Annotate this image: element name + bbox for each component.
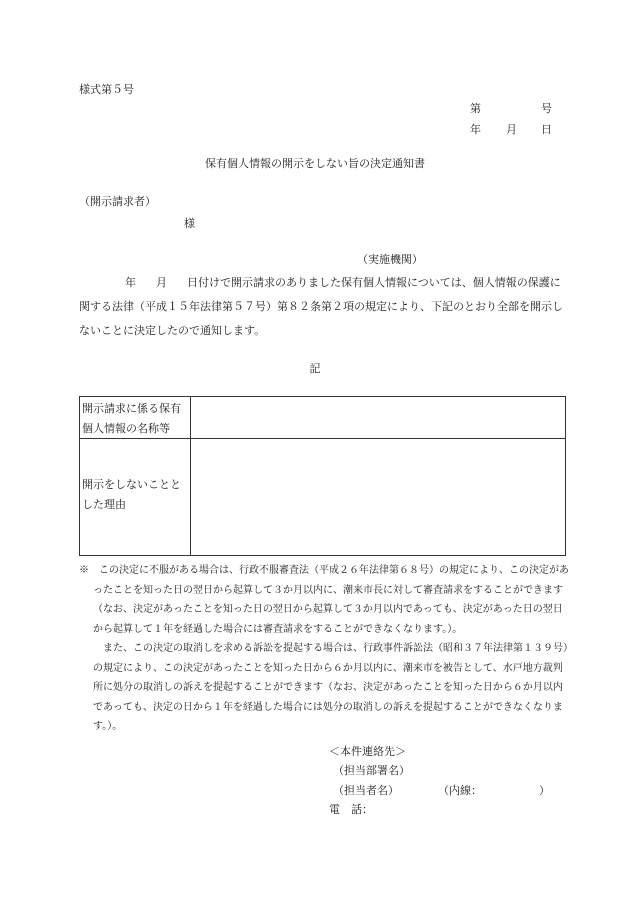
form-number: 様式第５号: [79, 83, 134, 96]
note-text-1: この決定に不服がある場合は、行政不服審査法（平成２６年法律第６８号）の規定により、この決定があったことを知った日の翌日から起算して３か月以内に、潮来市長に対して審査請求をすることができます（なお、決定があったことを知った日の翌日から起算して３か月以内であっても、決定があった日の翌日から起算して１年を経過した場合には審査請求をすることができなくなります。）。: [93, 565, 569, 635]
contact-extension-close: ）: [539, 784, 550, 797]
document-number-suffix: 号: [541, 102, 552, 115]
note-paragraph-1: [79, 561, 569, 639]
document-number-prefix: 第: [470, 102, 481, 115]
note-text-2: また、この決定の取消しを求める訴訟を提起する場合は、行政事件訴訟法（昭和３７年法律第１３９号）の規定により、この決定があったことを知った日から６か月以内に、潮来市を被告として、水戸地方裁判所に処分の取消しの訴えを提起することができます（なお、決定があったことを知った日から６か月以内であっても、決定の日から１年を経過した場合には処分の取消しの訴えを提起することができなくなります。）。: [93, 643, 568, 732]
date-year-label: 年: [470, 123, 481, 136]
table-divider: [190, 397, 191, 438]
contact-extension-label: （内線：: [438, 784, 482, 797]
info-table: [79, 396, 566, 556]
ki-heading: 記: [309, 362, 321, 375]
requester-label: （開示請求者）: [79, 195, 156, 208]
date-month-label: 月: [506, 123, 517, 136]
contact-phone: 電 話：: [329, 803, 373, 816]
body-paragraph: [79, 271, 567, 343]
note-paragraph-2: [79, 639, 569, 737]
agency-label: （実施機関）: [357, 253, 423, 266]
row1-label: 開示請求に係る保有個人情報の名称等: [82, 402, 181, 435]
body-year-mark: 年: [125, 276, 136, 289]
table-row: [80, 397, 565, 439]
requester-honorific: 様: [184, 217, 195, 230]
note-mark: ※: [79, 565, 89, 576]
body-text: 日付けで開示請求のありました保有個人情報については、個人情報の保護に関する法律（平成１５年法律第５７号）第８２条第２項の規定により、下記のとおり全部を開示しないことに決定したので通知します。: [79, 276, 563, 337]
contact-department: （担当部署名）: [333, 764, 410, 777]
appeal-note: [79, 561, 569, 737]
table-divider: [190, 439, 191, 555]
document-title: 保有個人情報の開示をしない旨の決定通知書: [205, 157, 425, 170]
contact-heading: ＜本件連絡先＞: [329, 745, 406, 758]
row2-label: 開示をしないこととした理由: [82, 478, 181, 511]
table-row: [80, 439, 565, 555]
body-month-mark: 月: [156, 276, 167, 289]
date-day-label: 日: [541, 123, 552, 136]
contact-person: （担当者名）: [333, 784, 399, 797]
